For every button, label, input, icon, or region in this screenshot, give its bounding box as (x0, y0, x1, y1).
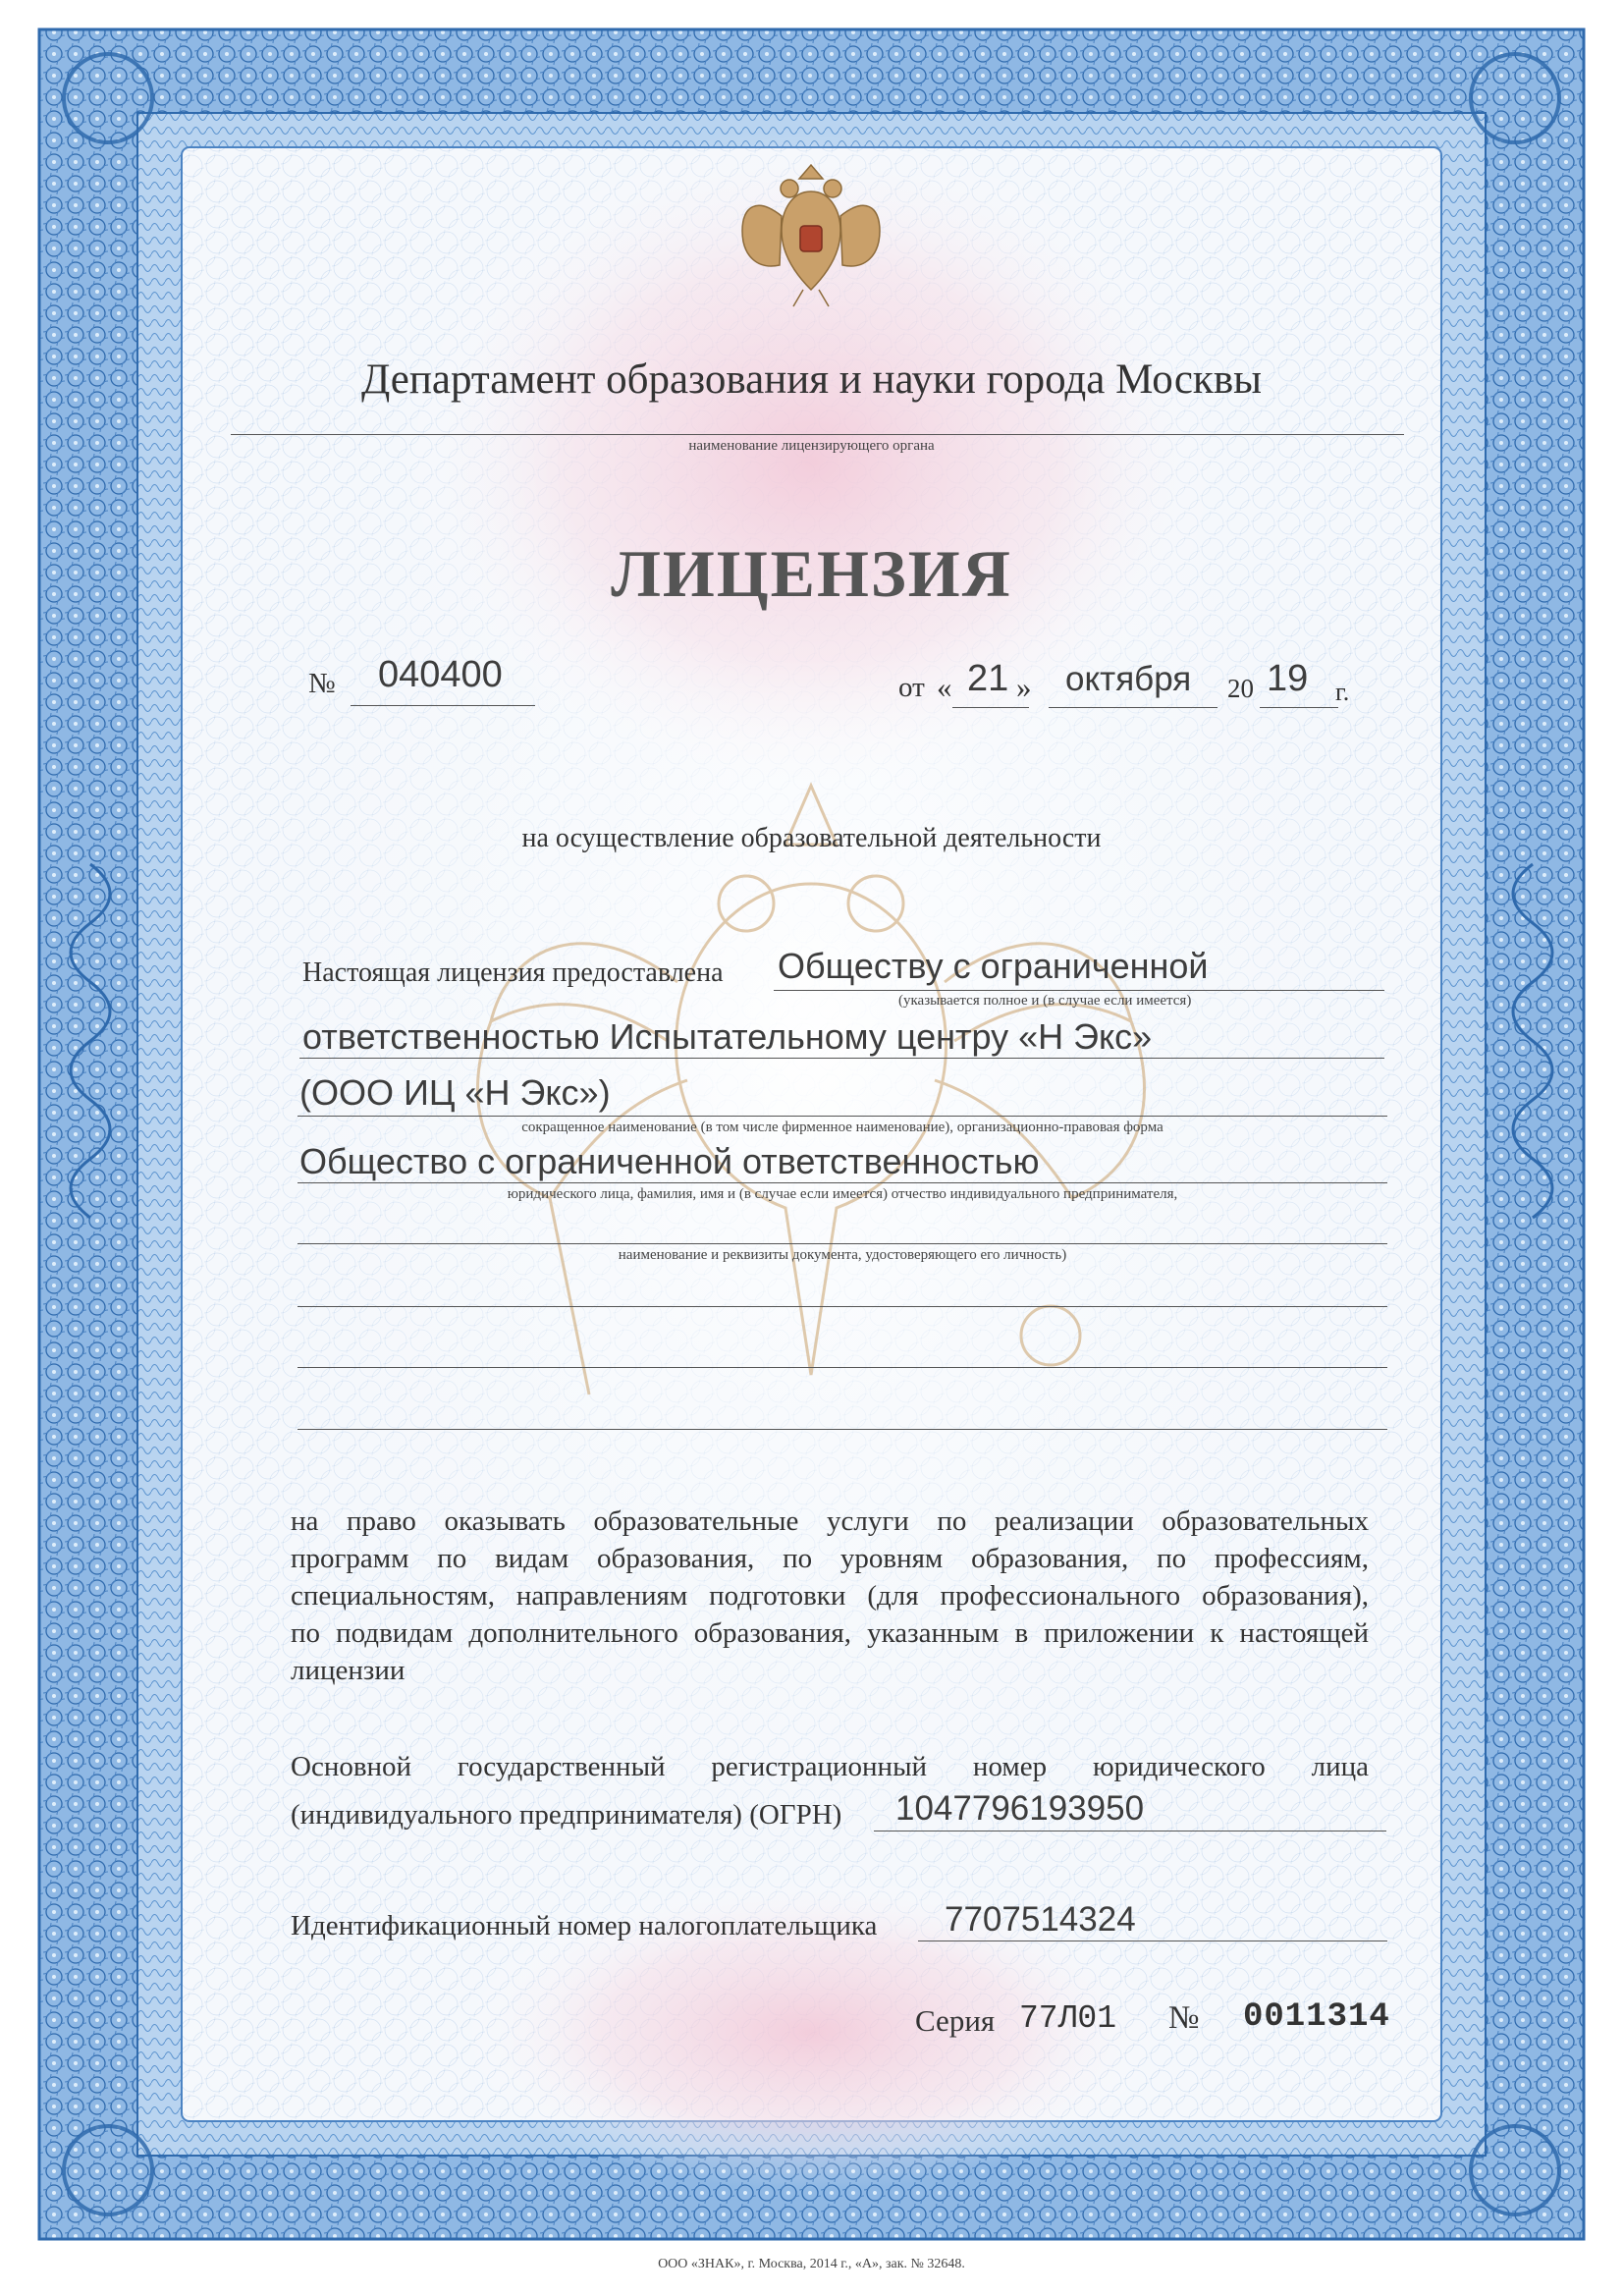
licensee-intro: Настоящая лицензия предоставлена (302, 957, 724, 988)
date-day-underline (952, 707, 1029, 708)
license-number: 040400 (378, 654, 503, 695)
date-year-suffix: 19 (1267, 658, 1309, 699)
licensee-caption1: (указывается полное и (в случае если имеется) (898, 993, 1192, 1009)
series-value: 77Л01 (1019, 2000, 1117, 2037)
date-day-close-quote: » (1016, 670, 1032, 704)
rights-line-1: на право оказывать образовательные услуги по реализации образовательных (291, 1505, 1369, 1537)
document-title: ЛИЦЕНЗИЯ (611, 536, 1012, 611)
authority-caption: наименование лицензирующего органа (688, 438, 935, 454)
date-year-prefix: 20 (1227, 674, 1254, 703)
blank-line-1 (298, 1306, 1387, 1307)
ogrn-label-line2: (индивидуального предпринимателя) (ОГРН) (291, 1799, 842, 1831)
blank-line-3 (298, 1429, 1387, 1430)
licensee-line4-underline (298, 1182, 1387, 1183)
licensee-name-line1: Обществу с ограниченной (778, 946, 1209, 986)
series-label: Серия (915, 2003, 996, 2038)
rights-last-line: лицензии (291, 1655, 406, 1686)
date-prefix: от (898, 672, 925, 703)
license-number-prefix: № (308, 668, 336, 699)
rights-line-3: специальностям, направлениям подготовки (для профессионального образования), (291, 1580, 1369, 1612)
licensee-legal-form: Общество с ограниченной ответственностью (299, 1141, 1040, 1181)
licensee-caption4: наименование и реквизиты документа, удостоверяющего его личность) (618, 1247, 1067, 1263)
licensee-line5-underline (298, 1243, 1387, 1244)
license-purpose: на осуществление образовательной деятельности (521, 823, 1102, 853)
blank-number-label: № (1168, 2000, 1200, 2036)
date-year-underline (1260, 707, 1338, 708)
date-day-open-quote: « (937, 670, 952, 704)
licensee-line2-underline (299, 1058, 1384, 1059)
printer-imprint: ООО «ЗНАК», г. Москва, 2014 г., «А», зак. № 32648. (658, 2257, 965, 2271)
date-day: 21 (967, 658, 1009, 699)
license-number-underline (351, 705, 535, 706)
licensee-name-line3: (ООО ИЦ «Н Экс») (299, 1072, 611, 1113)
ogrn-label-line1: Основной государственный регистрационный номер юридического лица (291, 1751, 1369, 1782)
ogrn-value: 1047796193950 (895, 1789, 1145, 1828)
date-year-unit: г. (1335, 678, 1350, 706)
licensee-caption2: сокращенное наименование (в том числе фирменное наименование), организационно-правовая форма (521, 1120, 1163, 1135)
licensee-line3-underline (298, 1116, 1387, 1117)
blank-number-value: 0011314 (1243, 1998, 1390, 2036)
inn-label: Идентификационный номер налогоплательщика (291, 1910, 878, 1941)
authority-underline (231, 434, 1404, 435)
licensee-line1-underline (774, 990, 1384, 991)
licensee-caption3: юридического лица, фамилия, имя и (в случае если имеется) отчество индивидуального предпринимателя, (507, 1186, 1178, 1202)
date-month-underline (1049, 707, 1217, 708)
authority-name: Департамент образования и науки города Москвы (360, 356, 1263, 403)
rights-line-4: по подвидам дополнительного образования, указанным в приложении к настоящей (291, 1617, 1369, 1649)
rights-line-2: программ по видам образования, по уровням образования, по профессиям, (291, 1543, 1369, 1574)
licensee-name-line2: ответственностью Испытательному центру «Н Экс» (302, 1016, 1153, 1057)
inn-value: 7707514324 (945, 1900, 1136, 1939)
date-month: октября (1065, 660, 1192, 698)
blank-line-2 (298, 1367, 1387, 1368)
